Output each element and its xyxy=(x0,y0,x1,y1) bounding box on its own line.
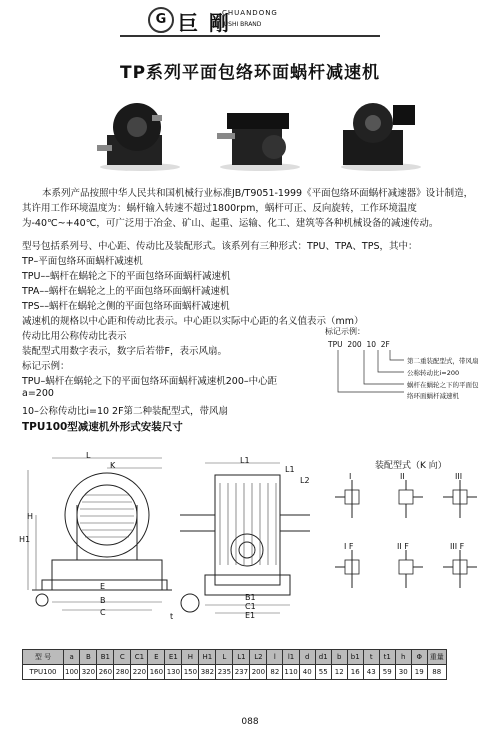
text-line: 传动比用公称传动比表示 xyxy=(22,331,127,342)
text-line: 装配型式用数字表示，数字后若带F，表示风扇。 xyxy=(22,346,227,357)
text-line: TPS––蜗杆在蜗轮之侧的平面包络环面蜗杆减速机 xyxy=(22,301,230,312)
assembly-title: 装配型式（K 向） xyxy=(375,461,447,471)
table-header-cell: b xyxy=(331,650,347,665)
code-example-leaders xyxy=(328,348,408,408)
table-cell: 55 xyxy=(315,665,331,680)
table-header-cell: 型 号 xyxy=(23,650,64,665)
code-desc: 第二重装配型式，带风扇 xyxy=(407,357,479,365)
text-line: TPA––蜗杆在蜗轮之上的平面包络环面蜗杆减速机 xyxy=(22,286,230,297)
intro-paragraph: 本系列产品按照中华人民共和国机械行业标准JB/T9051-1999《平面包络环面蜗杆减速器》设计制造，其许用工作环境温度为：蜗杆输入转速不超过1800rpm，蜗杆可正、反向旋转，工作环境温度为-40℃~+40℃，可广泛用于冶金、矿山、起重、运输、化工、建筑等各种机械设备的减速传动。 xyxy=(22,188,474,229)
code-desc: 络环面蜗杆减速机 xyxy=(407,392,459,400)
dim-label: E xyxy=(100,582,106,591)
assembly-label: II F xyxy=(397,542,409,551)
text-line: 标记示例： xyxy=(22,361,70,372)
table-cell: 43 xyxy=(363,665,379,680)
dim-label: H1 xyxy=(19,535,31,544)
dim-label: B xyxy=(100,596,106,605)
table-header-cell: C xyxy=(114,650,131,665)
text-line: TP–平面包络环面蜗杆减速机 xyxy=(22,256,143,267)
logo-subtitle: JUSHI BRAND xyxy=(222,21,262,28)
dim-label: L2 xyxy=(300,476,310,485)
section-heading: TPU100型减速机外形式安装尺寸 xyxy=(22,421,183,433)
logo-english: CHUANDONG xyxy=(222,9,278,17)
table-header-cell: L1 xyxy=(233,650,250,665)
table-header-cell: d1 xyxy=(315,650,331,665)
assembly-label: III F xyxy=(450,542,465,551)
dim-label: E1 xyxy=(245,611,256,620)
assembly-label: II xyxy=(400,472,405,481)
table-cell: 88 xyxy=(427,665,446,680)
header-rule xyxy=(120,35,380,37)
dim-label: C xyxy=(100,608,106,617)
table-cell: 16 xyxy=(347,665,363,680)
table-cell: 100 xyxy=(64,665,80,680)
company-logo xyxy=(148,5,348,35)
table-header-cell: t1 xyxy=(379,650,395,665)
table-cell: 237 xyxy=(233,665,250,680)
table-cell: 40 xyxy=(299,665,315,680)
table-row xyxy=(23,665,447,680)
text-line: TPU––蜗杆在蜗轮之下的平面包络环面蜗杆减速机 xyxy=(22,271,231,282)
logo-mark: G xyxy=(148,7,174,33)
product-photo-3 xyxy=(333,95,428,173)
table-header-cell: H1 xyxy=(199,650,216,665)
dim-label: t xyxy=(170,612,174,621)
table-cell: 320 xyxy=(80,665,97,680)
dim-label: L1 xyxy=(285,465,295,474)
page-title: TP系列平面包络环面蜗杆减速机 xyxy=(119,63,381,83)
table-cell: 220 xyxy=(131,665,148,680)
table-header-cell: E xyxy=(148,650,165,665)
text-line: 减速机的规格以中心距和传动比表示。中心距以实际中心距的名义值表示（mm） xyxy=(22,316,364,327)
table-header-cell: a xyxy=(64,650,80,665)
table-cell: 235 xyxy=(216,665,233,680)
code-example-title: 标记示例： xyxy=(325,327,365,336)
table-header-cell: l xyxy=(267,650,283,665)
table-cell: 150 xyxy=(182,665,199,680)
table-header-cell: Φ xyxy=(411,650,427,665)
dim-label: K xyxy=(110,461,116,470)
table-header-cell: B xyxy=(80,650,97,665)
table-cell: 82 xyxy=(267,665,283,680)
table-cell: 260 xyxy=(97,665,114,680)
table-header-cell: B1 xyxy=(97,650,114,665)
text-line: 10–公称传动比i=10 2F第二种装配型式，带风扇 xyxy=(22,406,229,417)
drawing-front-view xyxy=(22,450,182,620)
dim-label: B1 xyxy=(245,593,256,602)
text-line: TPU–蜗杆在蜗轮之下的平面包络环面蜗杆减速机200–中心距 xyxy=(22,376,278,387)
table-header-cell: E1 xyxy=(165,650,182,665)
table-cell: 200 xyxy=(250,665,267,680)
table-header-cell: l1 xyxy=(283,650,299,665)
table-header-cell: b1 xyxy=(347,650,363,665)
table-cell: 280 xyxy=(114,665,131,680)
table-cell: 12 xyxy=(331,665,347,680)
spec-table xyxy=(22,649,447,680)
dim-label: H xyxy=(27,512,34,521)
assembly-label: III xyxy=(455,472,463,481)
table-cell: 160 xyxy=(148,665,165,680)
table-header-cell: d xyxy=(299,650,315,665)
text-line: a=200 xyxy=(22,388,54,399)
table-header-cell: t xyxy=(363,650,379,665)
code-example-code: TPU 200 10 2F xyxy=(328,340,390,349)
table-header-row xyxy=(23,650,447,665)
product-photo-1 xyxy=(92,95,187,173)
table-cell: 19 xyxy=(411,665,427,680)
product-photo-2 xyxy=(212,95,307,173)
text-line: 型号包括系列号、中心距、传动比及装配形式。该系列有三种形式：TPU、TPA、TPS，其中： xyxy=(22,241,418,252)
table-header-cell: L2 xyxy=(250,650,267,665)
table-header-cell: h xyxy=(395,650,411,665)
table-cell: 110 xyxy=(283,665,299,680)
code-desc: 公称转动比i=200 xyxy=(407,369,460,377)
table-header-cell: L xyxy=(216,650,233,665)
table-cell: 382 xyxy=(199,665,216,680)
table-header-cell: H xyxy=(182,650,199,665)
assembly-label: I xyxy=(349,472,352,481)
table-cell: 130 xyxy=(165,665,182,680)
code-desc: 蜗杆在蜗轮之下的平面包 xyxy=(407,381,479,389)
dim-label: L xyxy=(86,451,91,460)
table-header-cell: C1 xyxy=(131,650,148,665)
table-cell: 30 xyxy=(395,665,411,680)
logo-chinese: 巨 剛 xyxy=(178,11,231,35)
page-number: 088 xyxy=(241,717,259,727)
table-header-cell: 重量 xyxy=(427,650,446,665)
dim-label: L1 xyxy=(240,456,250,465)
table-cell: TPU100 xyxy=(23,665,64,680)
table-cell: 59 xyxy=(379,665,395,680)
dim-label: C1 xyxy=(245,602,256,611)
assembly-label: I F xyxy=(344,542,354,551)
